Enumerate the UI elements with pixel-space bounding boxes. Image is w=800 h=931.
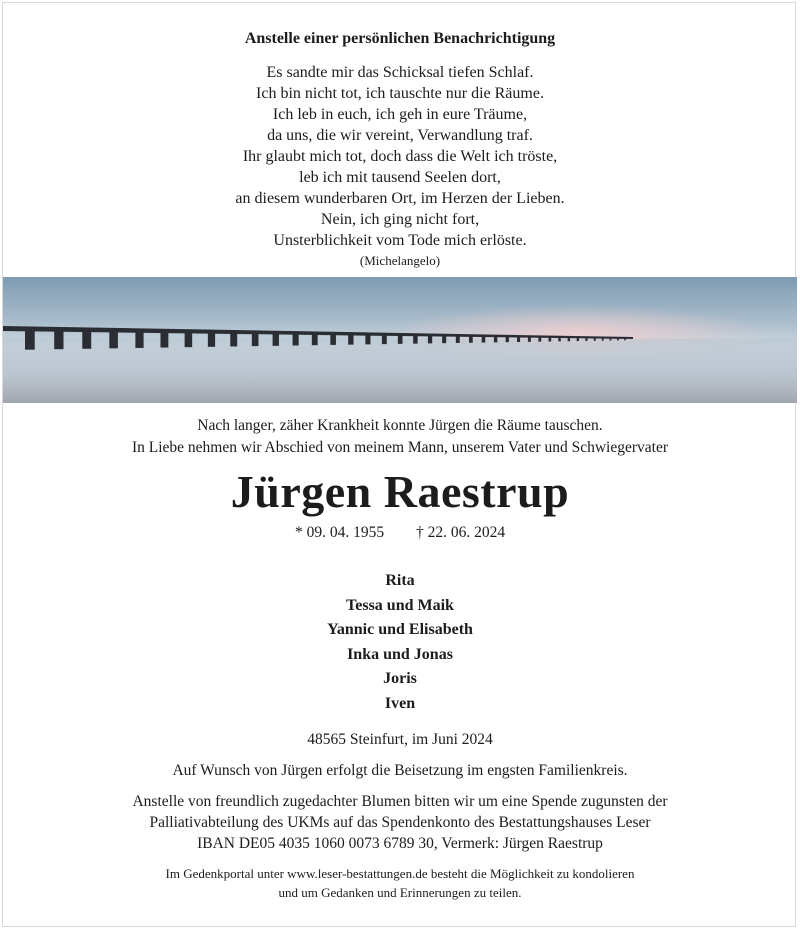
portal-line: Im Gedenkportal unter www.leser-bestattungen.de besteht die Möglichkeit zu kondolieren bbox=[165, 866, 635, 881]
poem-line: Ihr glaubt mich tot, doch dass die Welt ich tröste, bbox=[242, 148, 558, 165]
family-member: Rita bbox=[385, 572, 415, 589]
pier-photo-graphic bbox=[3, 277, 797, 403]
pier-post bbox=[442, 335, 446, 343]
pier-post bbox=[365, 334, 370, 345]
poem-line: Unsterblichkeit vom Tode mich erlöste. bbox=[273, 232, 527, 249]
family-member: Yannic und Elisabeth bbox=[327, 621, 473, 639]
notice-header: Anstelle einer persönlichen Benachrichtigung bbox=[244, 30, 556, 47]
pier-post bbox=[482, 336, 486, 343]
poem-line: Ich bin nicht tot, ich tauschte nur die Räume. bbox=[256, 85, 544, 102]
pier-at-dusk-photo bbox=[3, 277, 797, 403]
pier-post bbox=[312, 333, 318, 345]
family-member: Iven bbox=[384, 694, 416, 712]
poem-line: Ich leb in euch, ich geh in eure Träume, bbox=[272, 106, 528, 123]
donation-line: Palliativabteilung des UKMs auf das Spendenkonto des Bestattungshauses Leser bbox=[149, 814, 651, 831]
pier-post bbox=[252, 332, 259, 346]
pier-post bbox=[528, 336, 531, 342]
pier-post bbox=[25, 328, 35, 349]
birth-date: * 09. 04. 1955 bbox=[294, 524, 385, 541]
life-dates bbox=[0, 524, 800, 542]
pier-post bbox=[382, 334, 387, 344]
pier-post bbox=[494, 336, 497, 343]
poem bbox=[0, 62, 800, 271]
intro-text bbox=[0, 415, 800, 459]
burial-note: Auf Wunsch von Jürgen erfolgt die Beisetzung im engsten Familienkreis. bbox=[172, 762, 628, 779]
pier-post bbox=[617, 338, 619, 341]
pier-post bbox=[428, 335, 432, 344]
poem-line: an diesem wunderbaren Ort, im Herzen der Lieben. bbox=[235, 190, 565, 207]
pier-post bbox=[82, 329, 91, 349]
pier-post bbox=[230, 332, 237, 347]
pier-post bbox=[109, 330, 118, 349]
pier-post bbox=[538, 336, 541, 341]
poem-line: Es sandte mir das Schicksal tiefen Schlaf. bbox=[266, 64, 534, 81]
pier-post bbox=[54, 329, 63, 349]
donation-note bbox=[0, 791, 800, 854]
poem-attribution: (Michelangelo) bbox=[359, 253, 441, 268]
intro-line: Nach langer, zäher Krankheit konnte Jürgen die Räume tauschen. bbox=[197, 417, 603, 434]
pier-post bbox=[517, 336, 520, 342]
pier-post bbox=[568, 337, 570, 341]
pier-post bbox=[330, 333, 336, 345]
death-date: † 22. 06. 2024 bbox=[415, 524, 506, 541]
pier-post bbox=[610, 338, 612, 341]
family-member: Joris bbox=[383, 670, 417, 688]
pier-post bbox=[594, 337, 596, 340]
place-date: 48565 Steinfurt, im Juni 2024 bbox=[307, 731, 493, 748]
pier-post bbox=[185, 331, 193, 347]
family-list bbox=[0, 569, 800, 717]
pier-post bbox=[160, 330, 168, 347]
memorial-portal-note bbox=[0, 864, 800, 902]
pier-post bbox=[413, 335, 417, 344]
pier-post bbox=[208, 331, 215, 347]
family-member: Inka und Jonas bbox=[347, 645, 453, 663]
pier-post bbox=[456, 335, 460, 343]
deceased-name: Jürgen Raestrup bbox=[230, 466, 570, 517]
poem-line: da uns, die wir vereint, Verwandlung traf. bbox=[267, 127, 533, 144]
donation-line: Anstelle von freundlich zugedachter Blumen bitten wir um eine Spende zugunsten der bbox=[132, 793, 668, 810]
pier-post bbox=[398, 334, 403, 344]
donation-line: IBAN DE05 4035 1060 0073 6789 30, Vermerk: Jürgen Raestrup bbox=[197, 835, 603, 852]
pier-post bbox=[602, 338, 604, 341]
poem-line: leb ich mit tausend Seelen dort, bbox=[299, 169, 501, 186]
pier-post bbox=[506, 336, 509, 342]
pier-post bbox=[585, 337, 587, 341]
pier-post bbox=[135, 330, 143, 348]
poem-line: Nein, ich ging nicht fort, bbox=[320, 211, 480, 228]
pier-post bbox=[348, 333, 353, 344]
pier-post bbox=[549, 337, 552, 342]
pier-post bbox=[624, 338, 626, 340]
family-member: Tessa und Maik bbox=[346, 596, 454, 614]
pier-post bbox=[469, 335, 473, 342]
portal-line: und um Gedanken und Erinnerungen zu teilen. bbox=[278, 885, 522, 900]
pier-post bbox=[273, 332, 279, 346]
pier-post bbox=[558, 337, 561, 342]
pier-post bbox=[577, 337, 579, 341]
intro-line: In Liebe nehmen wir Abschied von meinem Mann, unserem Vater und Schwiegervater bbox=[131, 439, 669, 456]
pier-post bbox=[293, 333, 299, 346]
